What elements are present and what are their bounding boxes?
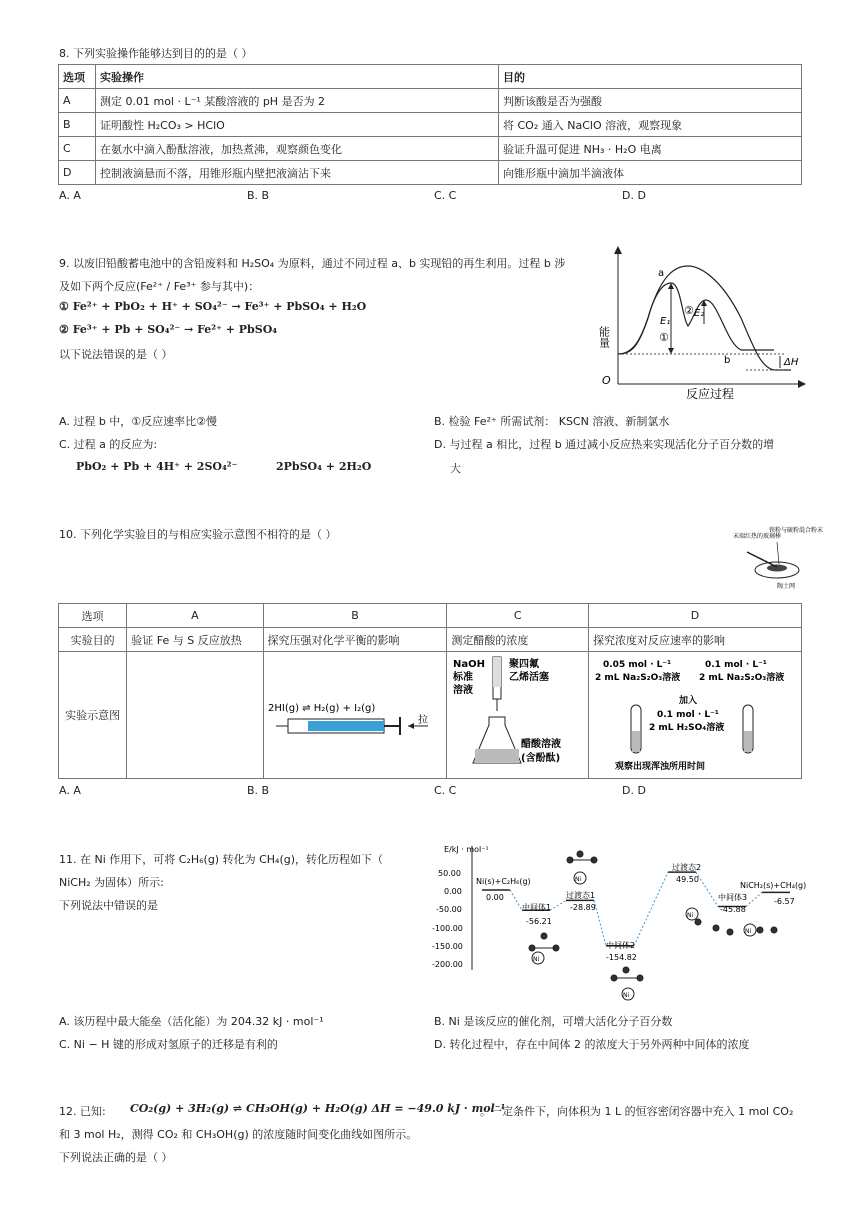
- state-value: 49.50: [676, 875, 699, 884]
- table-header: 实验操作: [96, 65, 499, 89]
- ptfe-label-1: 聚四氟: [509, 658, 540, 670]
- y-ticks: [432, 869, 463, 969]
- state-label: 中间体2: [606, 941, 636, 950]
- q11-stem-line1: 11. 在 Ni 作用下，可将 C₂H₆(g) 转化为 CH₄(g)，转化历程如下（: [59, 853, 384, 866]
- table-cell: 在氨水中滴入酚酞溶液，加热煮沸，观察颜色变化: [96, 137, 499, 161]
- y-axis-label: 能量: [597, 326, 611, 348]
- curve-a-label: a: [658, 268, 665, 279]
- state-value: 0.00: [486, 893, 504, 902]
- table-row: [59, 89, 802, 113]
- y-tick: -150.00: [432, 942, 463, 951]
- q8-table: [58, 64, 802, 185]
- state-value: -45.88: [720, 905, 746, 914]
- q10-option-b[interactable]: B. B: [247, 784, 270, 797]
- table-cell: 将 CO₂ 通入 NaClO 溶液，观察现象: [499, 113, 802, 137]
- table-header: 选项: [59, 604, 127, 628]
- q12-equation: CO₂(g) + 3H₂(g) ⇌ CH₃OH(g) + H₂O(g) ΔH = −49.0 kJ · mol⁻¹: [130, 1102, 506, 1115]
- q11-option-b[interactable]: B. Ni 是该反应的催化剂，可增大活化分子百分数: [434, 1015, 673, 1028]
- state-label: 中间体1: [522, 903, 552, 912]
- ni-label: Ni: [533, 956, 540, 963]
- std-label: 标准: [453, 671, 474, 683]
- state-value: -56.21: [526, 917, 552, 926]
- q9-option-c[interactable]: C. 过程 a 的反应为:: [59, 438, 158, 451]
- state-label: 过渡态2: [672, 863, 702, 872]
- q12-stem-rest: 。一定条件下，向体积为 1 L 的恒容密闭容器中充入 1 mol CO₂: [480, 1105, 794, 1118]
- q11-option-c[interactable]: C. Ni − H 键的形成对氢原子的迁移是有利的: [59, 1038, 278, 1051]
- y-tick: -200.00: [432, 960, 463, 969]
- q11-stem-line2: NiCH₂ 为固体）所示:: [59, 876, 164, 889]
- hi-equation: 2HI(g) ⇌ H₂(g) + I₂(g): [267, 702, 375, 714]
- table-cell: 验证 Fe 与 S 反应放热: [127, 628, 263, 652]
- q10-option-d[interactable]: D. D: [622, 784, 646, 797]
- conc-2: 0.1 mol · L⁻¹: [705, 659, 767, 670]
- table-header: D: [589, 604, 802, 628]
- x-axis-label: 反应过程: [686, 387, 735, 401]
- q8-option-b[interactable]: B. B: [247, 189, 270, 202]
- ni-label: Ni: [623, 992, 630, 999]
- q10-stem: 10. 下列化学实验目的与相应实验示意图不相符的是（ ）: [59, 528, 337, 541]
- state-label: 中间体3: [718, 893, 748, 902]
- state-label: NiCH₂(s)+CH₄(g): [740, 881, 807, 890]
- step2-label: ②: [684, 304, 694, 317]
- table-row: [59, 628, 802, 652]
- vol-2: 2 mL Na₂S₂O₃溶液: [699, 672, 785, 683]
- table-cell: 向锥形瓶中滴加半滴液体: [499, 161, 802, 185]
- table-cell: 探究浓度对反应速率的影响: [589, 628, 802, 652]
- table-cell: C: [59, 137, 96, 161]
- table-header: C: [447, 604, 589, 628]
- q9-option-c-eq-right: 2PbSO₄ + 2H₂O: [276, 460, 372, 473]
- vol-1: 2 mL Na₂S₂O₃溶液: [595, 672, 681, 683]
- vol-3: 2 mL H₂SO₄溶液: [649, 722, 725, 733]
- q9-stem-line2: 及如下两个反应(Fe²⁺ / Fe³⁺ 参与其中)：: [59, 280, 260, 293]
- ni-label: Ni: [745, 928, 752, 935]
- table-cell: 实验目的: [59, 628, 127, 652]
- q9-option-c-eq-left: PbO₂ + Pb + 4H⁺ + 2SO₄²⁻: [76, 460, 238, 473]
- table-header: 选项: [59, 65, 96, 89]
- connector-line: [634, 872, 668, 946]
- conc-3: 0.1 mol · L⁻¹: [657, 709, 719, 720]
- ptfe-label-2: 乙烯活塞: [509, 671, 550, 683]
- naoh-label: NaOH: [453, 658, 486, 670]
- q11-option-d[interactable]: D. 转化过程中，存在中间体 2 的浓度大于另外两种中间体的浓度: [434, 1038, 750, 1051]
- q9-option-b[interactable]: B. 检验 Fe²⁺ 所需试剂： KSCN 溶液、新制氯水: [434, 415, 670, 428]
- state-value: -154.82: [606, 953, 637, 962]
- table-cell: 判断该酸是否为强酸: [499, 89, 802, 113]
- q8-stem: 8. 下列实验操作能够达到目的的是（ ）: [59, 47, 253, 60]
- table-row: [59, 65, 802, 89]
- origin-label: O: [602, 374, 611, 387]
- q9-option-d-line2: 大: [450, 462, 461, 475]
- table-cell: 证明酸性 H₂CO₃ > HClO: [96, 113, 499, 137]
- table-cell: 控制液滴悬而不落，用锥形瓶内壁把液滴沾下来: [96, 161, 499, 185]
- pull-label: 拉: [417, 714, 428, 726]
- curve-b-label: b: [724, 355, 731, 366]
- table-cell: D: [59, 161, 96, 185]
- q10-side-figure: [733, 522, 824, 592]
- q11-energy-diagram: [430, 838, 810, 1003]
- q9-ask: 以下说法错误的是（ ）: [59, 348, 173, 361]
- table-cell: 验证升温可促进 NH₃ · H₂O 电离: [499, 137, 802, 161]
- table-row: [59, 652, 802, 779]
- y-tick: -50.00: [436, 905, 462, 914]
- q9-reaction-1: ① Fe²⁺ + PbO₂ + H⁺ + SO₄²⁻ → Fe³⁺ + PbSO₄ + H₂O: [59, 300, 367, 313]
- q9-reaction-2: ② Fe³⁺ + Pb + SO₄²⁻ → Fe²⁺ + PbSO₄: [59, 323, 278, 336]
- table-row: [59, 113, 802, 137]
- table-header: A: [127, 604, 263, 628]
- q9-stem-line1: 9. 以废旧铅酸蓄电池中的含铅废料和 H₂SO₄ 为原料，通过不同过程 a、b 实现铅的再生利用。过程 b 涉: [59, 257, 566, 270]
- y-tick: 50.00: [438, 869, 461, 878]
- table-cell: B: [59, 113, 96, 137]
- dh-label: ΔH: [784, 357, 799, 368]
- conc-1: 0.05 mol · L⁻¹: [603, 659, 672, 670]
- table-row: [59, 161, 802, 185]
- table-cell-b-figure: [263, 652, 447, 779]
- q12-line2: 和 3 mol H₂，测得 CO₂ 和 CH₃OH(g) 的浓度随时间变化曲线如图所示。: [59, 1128, 418, 1141]
- q9-option-d[interactable]: D. 与过程 a 相比，过程 b 通过减小反应热来实现活化分子百分数的增: [434, 438, 775, 451]
- q12-stem-prefix: 12. 已知:: [59, 1105, 106, 1118]
- powder-label: 铁粉与硫粉混合粉末: [769, 527, 824, 534]
- connector-line: [746, 892, 762, 906]
- observe-label: 观察出现浑浊所用时间: [615, 761, 706, 772]
- state-label: 过渡态1: [566, 891, 596, 900]
- q12-ask: 下列说法正确的是（ ）: [59, 1151, 173, 1164]
- glass-rod-label: 末端红热的玻璃棒: [733, 533, 782, 540]
- q8-option-a[interactable]: A. A: [59, 189, 81, 202]
- connector-line: [696, 872, 718, 906]
- gauze-label: 陶土网: [777, 583, 796, 590]
- table-header: 目的: [499, 65, 802, 89]
- q9-energy-diagram: [596, 238, 808, 402]
- table-cell: 测定 0.01 mol · L⁻¹ 某酸溶液的 pH 是否为 2: [96, 89, 499, 113]
- y-tick: -100.00: [432, 924, 463, 933]
- connector-line: [510, 890, 522, 910]
- titration-figure: [451, 655, 581, 773]
- ni-label: Ni: [575, 876, 582, 883]
- state-value: -28.89: [570, 903, 596, 912]
- q9-option-a[interactable]: A. 过程 b 中，①反应速率比②慢: [59, 415, 218, 428]
- add-label: 加入: [679, 695, 698, 706]
- table-cell: A: [59, 89, 96, 113]
- table-row: [59, 137, 802, 161]
- table-cell-c-figure: [447, 652, 589, 779]
- sol-label: 溶液: [453, 684, 474, 696]
- molecule-sketches: [529, 851, 777, 981]
- q11-ask: 下列说法中错误的是: [59, 899, 158, 912]
- y-tick: 0.00: [444, 887, 462, 896]
- table-cell: 测定醋酸的浓度: [447, 628, 589, 652]
- acid-label-2: (含酚酞): [521, 752, 561, 764]
- acid-label-1: 醋酸溶液: [521, 738, 562, 750]
- ni-label: Ni: [687, 912, 694, 919]
- table-cell: 探究压强对化学平衡的影响: [263, 628, 447, 652]
- state-value: -6.57: [774, 897, 795, 906]
- e1-label: E₁: [660, 316, 671, 327]
- table-cell-d-figure: [589, 652, 802, 779]
- q11-option-a[interactable]: A. 该历程中最大能垒（活化能）为 204.32 kJ · mol⁻¹: [59, 1015, 324, 1028]
- rate-figure: [593, 655, 797, 773]
- table-cell-empty: [127, 652, 263, 779]
- connector-line: [550, 900, 566, 910]
- table-header: B: [263, 604, 447, 628]
- q10-table: [58, 603, 802, 779]
- connector-line: [594, 900, 606, 945]
- q8-option-d[interactable]: D. D: [622, 189, 646, 202]
- q10-option-c[interactable]: C. C: [434, 784, 457, 797]
- step1-label: ①: [659, 331, 669, 344]
- table-row: [59, 604, 802, 628]
- y-axis-label: E/kJ · mol⁻¹: [444, 845, 489, 854]
- table-cell: 实验示意图: [59, 652, 127, 779]
- syringe-figure: [268, 655, 436, 773]
- state-label: Ni(s)+C₂H₆(g): [476, 877, 531, 886]
- q10-option-a[interactable]: A. A: [59, 784, 81, 797]
- e2-label: E₂: [694, 308, 705, 319]
- q8-option-c[interactable]: C. C: [434, 189, 457, 202]
